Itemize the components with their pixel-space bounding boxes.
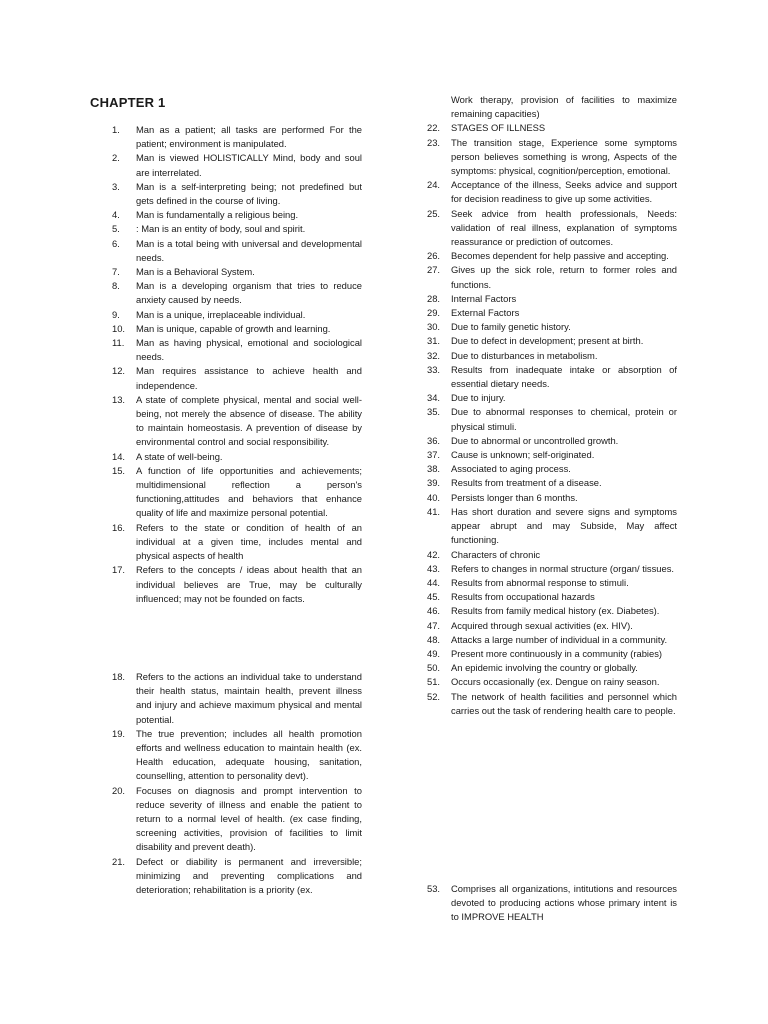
list-item — [427, 647, 677, 661]
item-text: Comprises all organizations, intitutions and resources devoted to producing actions whose primary intent is to IMPROVE HEALTH — [451, 883, 677, 923]
item-number: 5. — [112, 223, 120, 235]
item-number: 40. — [427, 491, 441, 503]
list-item — [427, 306, 677, 320]
item-text: Results from family medical history (ex. Diabetes). — [451, 605, 660, 617]
item-text: Seek advice from health professionals, Needs: validation of real illness, explanation of symptoms reassurance or prediction of outcomes. — [451, 207, 677, 248]
item-text: Acceptance of the illness, Seeks advice and support for decision readiness to give up some activities. — [451, 179, 677, 205]
item-number: 43. — [427, 562, 441, 574]
item-text: Due to injury. — [451, 392, 506, 404]
item-number: 44. — [427, 576, 441, 588]
item-number: 30. — [427, 321, 441, 333]
item-number: 21. — [112, 855, 126, 867]
item-text: Man is unique, capable of growth and learning. — [136, 322, 331, 334]
list-item — [427, 690, 677, 718]
item-text: Due to disturbances in metabolism. — [451, 349, 598, 361]
right-column-bottom — [427, 882, 677, 925]
list-item — [427, 405, 677, 433]
item-text: Results from abnormal response to stimuli. — [451, 576, 629, 588]
item-text: Acquired through sexual activities (ex. HIV). — [451, 619, 633, 631]
left-column-bottom — [112, 670, 362, 897]
item-text: Results from treatment of a disease. — [451, 477, 602, 489]
list-item — [427, 207, 677, 250]
list-item — [112, 308, 362, 322]
item-text: A state of well-being. — [136, 450, 223, 462]
item-number: 36. — [427, 434, 441, 446]
item-text: A function of life opportunities and achievements; multidimensional reflection a person's functioning,attitudes and behaviors that enhance quality of life and maximize personal potential. — [136, 464, 362, 519]
item-number: 20. — [112, 784, 126, 796]
item-number: 37. — [427, 449, 441, 461]
item-number: 35. — [427, 406, 441, 418]
list-item — [427, 292, 677, 306]
item-text: Results from inadequate intake or absorption of essential dietary needs. — [451, 363, 677, 390]
item-number: 19. — [112, 727, 126, 739]
item-text: Internal Factors — [451, 292, 517, 304]
item-text: Present more continuously in a community (rabies) — [451, 647, 663, 659]
list-item — [112, 521, 362, 564]
item-text: Refers to the actions an individual take to understand their health status, maintain health, prevent illness and injury and achieve maximum physical and mental potential. — [136, 671, 362, 725]
list-item — [427, 576, 677, 590]
item-text: Due to abnormal or uncontrolled growth. — [451, 434, 619, 446]
item-text: Becomes dependent for help passive and accepting. — [451, 250, 669, 262]
list-item — [112, 180, 362, 208]
item-text: Man is a Behavioral System. — [136, 266, 255, 278]
item-text: Man is a unique, irreplaceable individual. — [136, 308, 306, 320]
list-item — [427, 363, 677, 391]
item-text: : Man is an entity of body, soul and spirit. — [136, 223, 306, 235]
item-number: 25. — [427, 207, 441, 219]
item-text: A state of complete physical, mental and social well-being, not merely the absence of disease. The ability to maintain homeostasis. A prevention of disease by environmental control and social responsibility. — [136, 393, 362, 448]
item-number: 34. — [427, 392, 441, 404]
item-text: Occurs occasionally (ex. Dengue on rainy season. — [451, 676, 660, 688]
item-number: 31. — [427, 335, 441, 347]
item-text: The transition stage, Experience some symptoms person believes something is wrong, Aspects of the symptoms: physical, cognition/perception, emotional. — [451, 136, 677, 177]
list-item — [427, 448, 677, 462]
item-number: 3. — [112, 180, 120, 192]
item-text: Refers to changes in normal structure (organ/ tissues. — [451, 562, 675, 574]
item-text: Man requires assistance to achieve health and independence. — [136, 365, 362, 391]
item-text: Man is a self-interpreting being; not predefined but gets defined in the course of living. — [136, 180, 362, 207]
list-item — [112, 322, 362, 336]
item-number: 23. — [427, 136, 441, 148]
list-item — [427, 263, 677, 291]
list-item — [427, 675, 677, 689]
continued-text: Work therapy, provision of facilities to maximize remaining capacities) — [451, 94, 677, 120]
list-item — [112, 393, 362, 450]
list-item — [112, 237, 362, 265]
item-number: 46. — [427, 605, 441, 617]
item-number: 39. — [427, 477, 441, 489]
item-number: 13. — [112, 393, 126, 405]
list-item — [112, 151, 362, 179]
item-number: 18. — [112, 671, 126, 682]
item-number: 14. — [112, 450, 126, 462]
list-item — [112, 123, 362, 151]
item-number: 47. — [427, 619, 441, 631]
list-item — [427, 391, 677, 405]
list-item — [112, 464, 362, 521]
list-item — [427, 882, 677, 925]
list-item — [427, 178, 677, 206]
list-item — [112, 222, 362, 236]
list-item — [112, 727, 362, 784]
item-text: Cause is unknown; self-originated. — [451, 449, 595, 461]
list-item — [427, 548, 677, 562]
list-item — [112, 364, 362, 392]
item-number: 29. — [427, 307, 441, 319]
list-item — [427, 136, 677, 179]
list-item — [427, 661, 677, 675]
item-number: 41. — [427, 505, 441, 517]
item-number: 42. — [427, 548, 441, 560]
list-item — [112, 265, 362, 279]
item-number: 51. — [427, 676, 441, 688]
item-number: 4. — [112, 209, 120, 221]
item-number: 6. — [112, 237, 120, 249]
item-number: 28. — [427, 292, 441, 304]
item-number: 16. — [112, 521, 126, 533]
list-item — [112, 784, 362, 855]
right-column-top — [427, 93, 677, 718]
item-text: Refers to the state or condition of health of an individual at a given time, includes mental and physical aspects of health — [136, 521, 362, 562]
item-number: 52. — [427, 690, 441, 702]
item-number: 50. — [427, 662, 441, 674]
list-item — [427, 334, 677, 348]
item-number: 32. — [427, 349, 441, 361]
item-text: Man is fundamentally a religious being. — [136, 209, 299, 221]
item-text: Due to family genetic history. — [451, 321, 571, 333]
list-item — [427, 491, 677, 505]
item-text: Refers to the concepts / ideas about health that an individual believes are True, may be culturally influenced; may not be founded on facts. — [136, 564, 362, 604]
item-number: 10. — [112, 322, 126, 334]
item-text: Man as a patient; all tasks are performed For the patient; environment is manipulated. — [136, 124, 362, 150]
item-text: STAGES OF ILLNESS — [451, 122, 546, 134]
item-number: 9. — [112, 308, 120, 320]
item-text: Gives up the sick role, return to former roles and functions. — [451, 264, 677, 290]
list-item — [427, 121, 677, 135]
item-number: 2. — [112, 152, 120, 164]
item-text: Defect or diability is permanent and irreversible; minimizing and preventing complications and deterioration; rehabilitation is a priority (ex. — [136, 855, 362, 896]
list-item — [427, 604, 677, 618]
item-text: Man as having physical, emotional and sociological needs. — [136, 337, 362, 363]
item-number: 8. — [112, 280, 120, 292]
item-text: Man is a total being with universal and developmental needs. — [136, 237, 362, 263]
item-text: Results from occupational hazards — [451, 591, 595, 603]
list-item — [427, 590, 677, 604]
item-text: Due to defect in development; present at birth. — [451, 335, 644, 347]
item-number: 22. — [427, 122, 441, 134]
item-number: 48. — [427, 633, 441, 645]
list-item — [112, 336, 362, 364]
item-number: 11. — [112, 337, 125, 349]
item-text: External Factors — [451, 307, 520, 319]
item-text: Focuses on diagnosis and prompt intervention to reduce severity of illness and enable the patient to return to a normal level of health. (ex case finding, screening activities, provision of facilities to limit disability and prevent death). — [136, 784, 362, 853]
list-item — [112, 208, 362, 222]
item-number: 45. — [427, 591, 441, 603]
item-number: 49. — [427, 647, 441, 659]
item-number: 26. — [427, 250, 441, 262]
item-number: 24. — [427, 179, 441, 191]
list-item — [112, 670, 362, 727]
item-number: 17. — [112, 564, 126, 576]
item-text: Due to abnormal responses to chemical, protein or physical stimuli. — [451, 406, 677, 432]
item-number: 7. — [112, 266, 120, 278]
list-item — [427, 476, 677, 490]
list-item — [427, 562, 677, 576]
item-text: Man is viewed HOLISTICALLY Mind, body and soul are interrelated. — [136, 152, 362, 178]
item-number: 27. — [427, 264, 441, 276]
item-text: Characters of chronic — [451, 548, 541, 560]
item-text: Associated to aging process. — [451, 463, 571, 475]
list-item — [112, 450, 362, 464]
item-number: 53. — [427, 883, 441, 894]
item-number: 15. — [112, 464, 126, 476]
list-item — [112, 855, 362, 898]
item-text: The network of health facilities and personnel which carries out the task of rendering health care to people. — [451, 690, 677, 716]
list-item — [427, 249, 677, 263]
item-text: An epidemic involving the country or globally. — [451, 662, 638, 674]
item-text: Man is a developing organism that tries to reduce anxiety caused by needs. — [136, 280, 362, 306]
left-column-top — [112, 123, 362, 606]
list-item — [112, 279, 362, 307]
list-item — [427, 619, 677, 633]
item-text: Has short duration and severe signs and symptoms appear abrupt and may Subside, May affect functioning. — [451, 505, 677, 546]
list-item — [427, 633, 677, 647]
list-item — [427, 462, 677, 476]
item-text: The true prevention; includes all health promotion efforts and wellness education to maintain health (ex. Health education, adequate housing, sanitation, counselling, attention to personality devt). — [136, 727, 362, 782]
list-item — [427, 320, 677, 334]
item-number: 38. — [427, 463, 441, 475]
chapter-heading: CHAPTER 1 — [90, 95, 166, 110]
item-text: Attacks a large number of individual in a community. — [451, 633, 668, 645]
list-item — [427, 505, 677, 548]
item-text: Persists longer than 6 months. — [451, 491, 578, 503]
item-number: 12. — [112, 365, 126, 377]
item-number: 33. — [427, 363, 441, 375]
list-item — [427, 349, 677, 363]
item-number: 1. — [112, 124, 120, 135]
list-item — [427, 434, 677, 448]
list-item — [112, 563, 362, 606]
